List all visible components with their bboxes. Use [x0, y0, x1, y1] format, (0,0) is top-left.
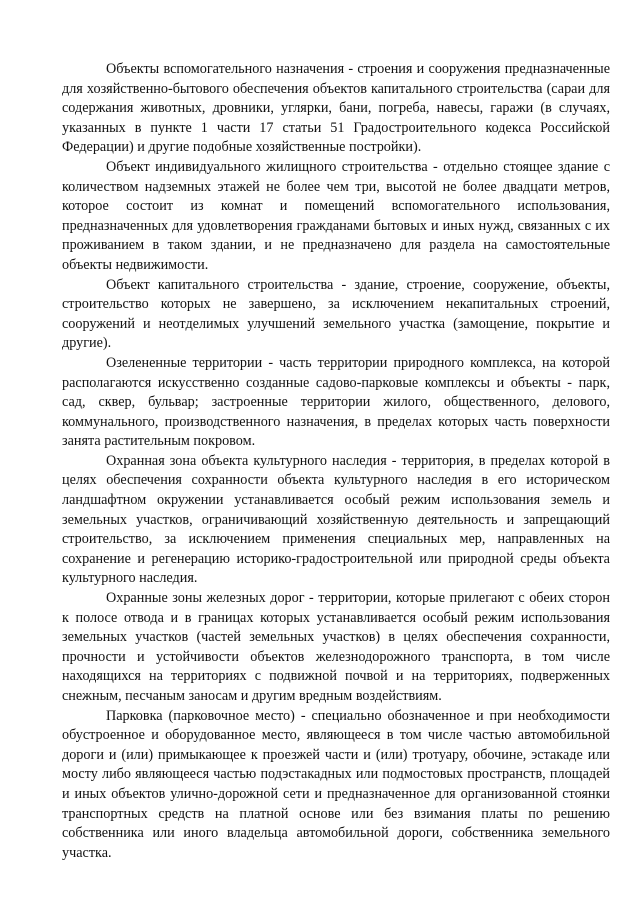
document-page [62, 60, 610, 863]
paragraph-parking: Парковка (парковочное место) - специально обозначенное и при необходимости обустроенное и оборудованное место, являющееся в том числе частью автомобильной дороги и (или) примыкающее к проезжей части и (или) тротуару, обочине, эстакаде или мосту либо являющееся частью подэстакадных или подмостовых пространств, площадей и иных объектов улично-дорожной сети и предназначенное для организованной стоянки транспортных средств на платной основе или без взимания платы по решению собственника или иного владельца автомобильной дороги, собственника земельного участка. [62, 707, 610, 861]
paragraph-green-areas: Озелененные территории - часть территории природного комплекса, на которой располагаются искусственно созданные садово-парковые комплексы и объекты - парк, сад, сквер, бульвар; застроенные территории жилого, общественного, делового, коммунального, производственного назначения, в пределах которых часть поверхности занята растительным покровом. [62, 354, 610, 450]
paragraph-capital-construction: Объект капитального строительства - здание, строение, сооружение, объекты, строительство которых не завершено, за исключением некапитальных строений, сооружений и неотделимых улучшений земельного участка (замощение, покрытие и другие). [62, 276, 610, 352]
paragraph-cultural-heritage-zone: Охранная зона объекта культурного наследия - территория, в пределах которой в целях обеспечения сохранности объекта культурного наследия в его историческом ландшафтном окружении устанавливается особый режим использования земель и земельных участков, ограничивающий хозяйственную деятельность и запрещающий строительство, за исключением применения специальных мер, направленных на сохранение и регенерацию историко-градостроительной или природной среды объекта культурного наследия. [62, 452, 610, 587]
paragraph-auxiliary-objects: Объекты вспомогательного назначения - строения и сооружения предназначенные для хозяйственно-бытового обеспечения объектов капитального строительства (сараи для содержания животных, дровники, углярки, бани, погреба, навесы, гаражи (в случаях, указанных в пункте 1 части 17 статьи 51 Градостроительного кодекса Российской Федерации) и другие подобные хозяйственные постройки). [62, 61, 610, 156]
paragraph-individual-housing: Объект индивидуального жилищного строительства - отдельно стоящее здание с количеством надземных этажей не более чем три, высотой не более двадцати метров, которое состоит из комнат и помещений вспомогательного использования, предназначенных для удовлетворения гражданами бытовых и иных нужд, связанных с их проживанием в таком здании, и не предназначено для раздела на самостоятельные объекты недвижимости. [62, 158, 610, 273]
paragraph-railway-protection-zones: Охранные зоны железных дорог - территории, которые прилегают с обеих сторон к полосе отвода и в границах которых устанавливается особый режим использования земельных участков (частей земельных участков) в целях обеспечения сохранности, прочности и устойчивости объектов железнодорожного транспорта, в том числе находящихся на территориях с подвижной почвой и на территориях, подверженных снежным, песчаным заносам и другим вредным воздействиям. [62, 590, 610, 704]
